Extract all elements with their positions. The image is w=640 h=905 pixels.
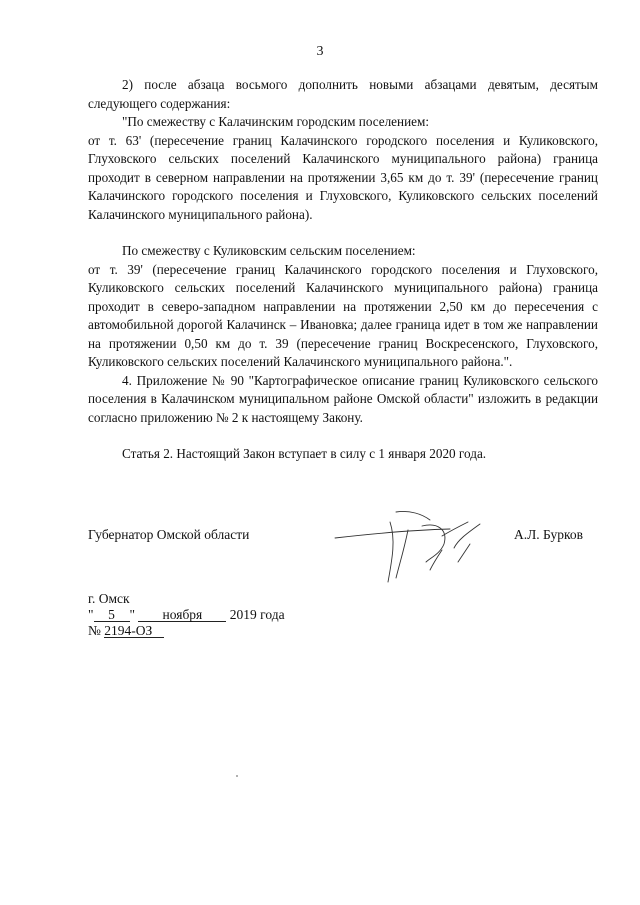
paragraph-gap <box>88 427 598 445</box>
handwritten-signature <box>330 500 505 590</box>
scan-speck <box>236 775 238 777</box>
number-sign: № <box>88 623 101 638</box>
law-number-value: 2194-ОЗ <box>104 624 164 638</box>
paragraph-kulikovskoe-heading: По смежеству с Куликовским сельским поселением: <box>122 243 416 258</box>
date-month: ноября <box>138 608 226 622</box>
date-quote-open: " <box>88 607 94 622</box>
place-of-signing: г. Омск <box>88 591 130 606</box>
date-year: 2019 года <box>229 607 285 622</box>
paragraph-kulikovskoe-boundary: от т. 39' (пересечение границ Калачинского городского поселения и Глуховского, Куликовского сельских поселений Калачинского муниципального района) граница проходит в северо-западном направлении на протяжении 2,50 км до пересечения с автомобильной дорогой Калачинск – Ивановка; далее граница идет в том же направлении на протяжении 0,50 км до т. 39 (пересечение границ Воскресенского, Глуховского, Куликовского сельских поселений Калачинского муниципального района.". <box>88 261 598 369</box>
governor-title: Губернатор Омской области <box>88 527 250 542</box>
paragraph-gap <box>88 224 598 242</box>
paragraph-appendix-90: 4. Приложение № 90 "Картографическое описание границ Куликовского сельского поселения в Калачинском муниципальном районе Омской области" изложить в редакции согласно приложению № 2 к настоящему Закону. <box>88 372 598 425</box>
paragraph-amendment-intro: 2) после абзаца восьмого дополнить новыми абзацами девятым, десятым следующего содержания: <box>88 77 598 111</box>
date-day: 5 <box>94 608 130 622</box>
page-number: 3 <box>316 44 324 59</box>
paragraph-article-2: Статья 2. Настоящий Закон вступает в силу с 1 января 2020 года. <box>122 446 487 461</box>
law-number <box>88 623 164 639</box>
paragraph-kalachinsk-heading: "По смежеству с Калачинским городским поселением: <box>122 114 430 129</box>
date-quote-close: " <box>129 607 136 622</box>
paragraph-kalachinsk-boundary: от т. 63' (пересечение границ Калачинского городского поселения и Куликовского, Глуховского сельских поселений Калачинского муниципального района) граница проходит в северном направлении на протяжении 3,65 км до т. 39' (пересечение границ Калачинского городского поселения и Глуховского, Куликовского сельских поселений Калачинского муниципального района). <box>88 132 598 222</box>
governor-name: А.Л. Бурков <box>514 527 583 542</box>
signing-date <box>88 607 285 623</box>
body-text <box>88 76 598 464</box>
